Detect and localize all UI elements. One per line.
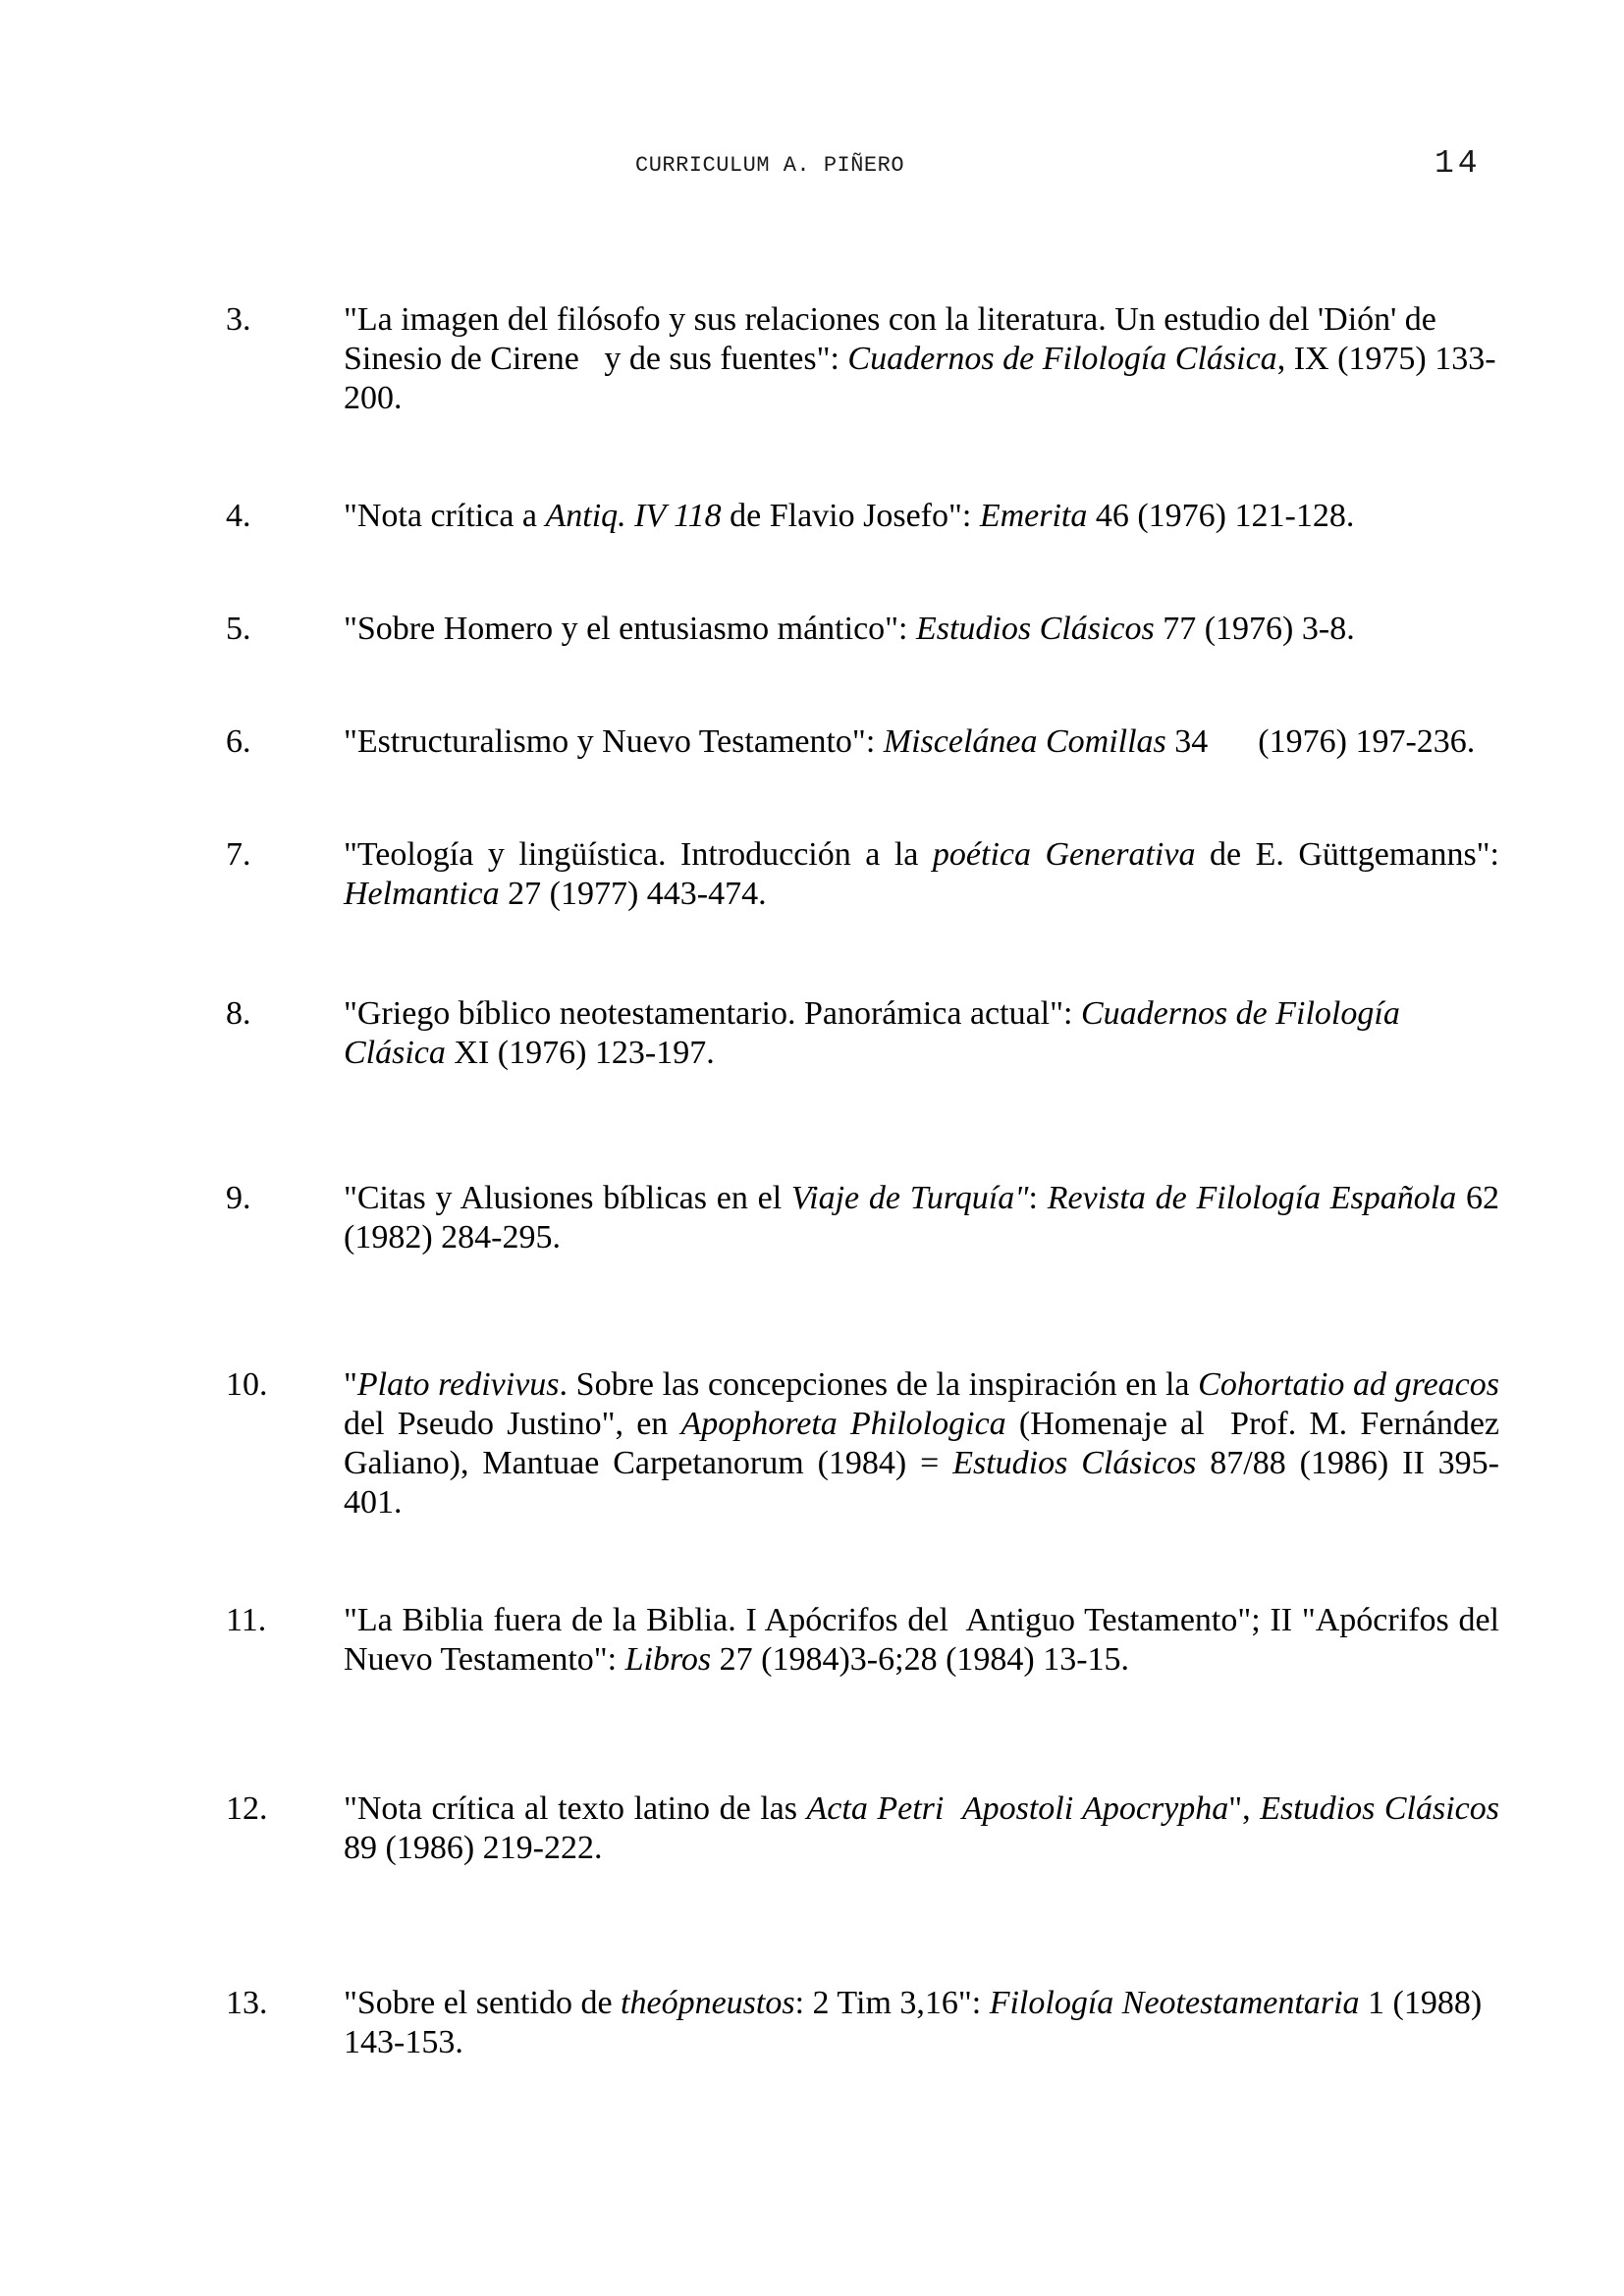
entry-text [344,1179,1508,1257]
entry-text-roman: del Pseudo Justino", en [344,1366,1508,1442]
entry-text [344,1365,1508,1522]
publication-entry [226,1789,1508,1868]
entry-text-roman: 87/88 (1986) II 395-401. [344,1445,1500,1521]
entry-text-roman: "Griego bíblico neotestamentario. Panorámica actual": [344,995,1081,1032]
entry-text [344,497,1499,536]
page-number: 14 [1435,145,1482,182]
entry-text-italic: Antiq. IV 118 [545,498,722,534]
entry-text-italic: Helmantica [344,876,500,912]
publication-entry [226,300,1499,418]
entry-text [344,300,1499,418]
publication-list [226,300,1508,2062]
entry-text-italic: Apophoreta Philologica [680,1406,1006,1442]
entry-text-roman: 89 (1986) 219-222. [344,1790,1508,1866]
entry-text-roman: 77 (1976) 3-8. [1154,611,1355,647]
entry-number: 6. [226,723,251,760]
entry-text [344,1984,1499,2062]
entry-text-roman: "La Biblia fuera de la Biblia. I Apócrifos del Antiguo Testamento"; II "Apócrifos del Nuevo Testamento": [344,1602,1508,1678]
entry-number: 4. [226,498,251,534]
publication-entry [226,835,1508,914]
entry-text-roman: " [344,1366,357,1403]
entry-text-italic: Cuadernos de Filología Clásica [344,995,1409,1071]
entry-text-roman: "Teología y lingüística. Introducción a la [344,836,933,873]
entry-text-roman: "Nota crítica al texto latino de las [344,1790,807,1827]
entry-text-roman: 34 (1976) 197-236. [1165,723,1476,760]
entry-text-italic: Cuadernos de Filología Clásica [847,341,1277,377]
entry-text-roman: de E. Güttgemanns": [1195,836,1508,873]
entry-text-italic: Libros [624,1641,712,1678]
entry-text-roman: 46 (1976) 121-128. [1087,498,1355,534]
publication-entry [226,1601,1508,1680]
entry-text-roman: . Sobre las concepciones de la inspiración en la [559,1366,1199,1403]
entry-text [344,1601,1508,1680]
publication-entry [226,610,1499,649]
entry-text-roman: "Nota crítica a [344,498,546,534]
publication-entry [226,722,1499,762]
entry-text-italic: Estudios Clásicos [915,611,1155,647]
entry-number: 8. [226,995,251,1032]
entry-text-roman: : [1028,1180,1048,1216]
entry-text-roman: ", [1228,1790,1261,1827]
entry-text [344,722,1499,762]
entry-text-italic: Revista de Filología Española [1047,1180,1457,1216]
entry-text-italic: Estudios Clásicos [952,1445,1197,1481]
entry-text-roman: "Sobre el sentido de [344,1985,622,2021]
entry-number: 3. [226,301,251,338]
entry-text-italic: poética Generativa [932,836,1196,873]
entry-text-italic: Emerita [979,498,1088,534]
entry-text [344,610,1499,649]
entry-number: 9. [226,1180,251,1216]
entry-text-roman: "Sobre Homero y el entusiasmo mántico": [344,611,916,647]
publication-entry [226,1984,1499,2062]
entry-number: 13. [226,1985,268,2021]
entry-text-italic: Acta Petri Apostoli Apocrypha [806,1790,1229,1827]
entry-text-italic: theópneustos [621,1985,795,2021]
entry-text-italic: Cohortatio ad greacos [1198,1366,1500,1403]
publication-entry [226,1365,1508,1522]
entry-text-roman: "Citas y Alusiones bíblicas en el [344,1180,791,1216]
entry-text-italic: Plato redivivus [356,1366,560,1403]
entry-number: 11. [226,1602,267,1638]
entry-text-roman: 1 (1988) 143-153. [344,1985,1490,2060]
entry-number: 7. [226,836,251,873]
entry-number: 10. [226,1366,268,1403]
entry-text-roman: : 2 Tim 3,16": [794,1985,990,2021]
running-head: CURRICULUM A. PIÑERO [635,153,905,178]
entry-text-roman: de Flavio Josefo": [721,498,980,534]
entry-text-roman: 27 (1977) 443-474. [499,876,767,912]
entry-text [344,835,1508,914]
publication-entry [226,1179,1508,1257]
entry-number: 12. [226,1790,268,1827]
publication-entry [226,994,1499,1073]
entry-text-roman: "La imagen del filósofo y sus relaciones con la literatura. Un estudio del 'Dión' de Sinesio de Cirene y de sus fuentes": [344,301,1445,377]
entry-text-roman: 62 (1982) 284-295. [344,1180,1508,1255]
entry-text-italic: Estudios Clásicos [1260,1790,1499,1827]
entry-text [344,994,1499,1073]
entry-text-italic: Viaje de Turquía" [790,1180,1029,1216]
entry-text-roman: , IX (1975) 133-200. [344,341,1496,416]
publication-entry [226,497,1499,536]
entry-text-roman: XI (1976) 123-197. [445,1035,715,1071]
entry-text-roman: (Homenaje al Prof. M. Fernández Galiano), Mantuae Carpetanorum (1984) = [344,1406,1508,1481]
entry-text-italic: Filología Neotestamentaria [989,1985,1360,2021]
entry-text [344,1789,1508,1868]
entry-text-roman: "Estructuralismo y Nuevo Testamento": [344,723,884,760]
entry-number: 5. [226,611,251,647]
entry-text-roman: 27 (1984)3-6;28 (1984) 13-15. [711,1641,1130,1678]
entry-text-italic: Miscelánea Comillas [883,723,1166,760]
